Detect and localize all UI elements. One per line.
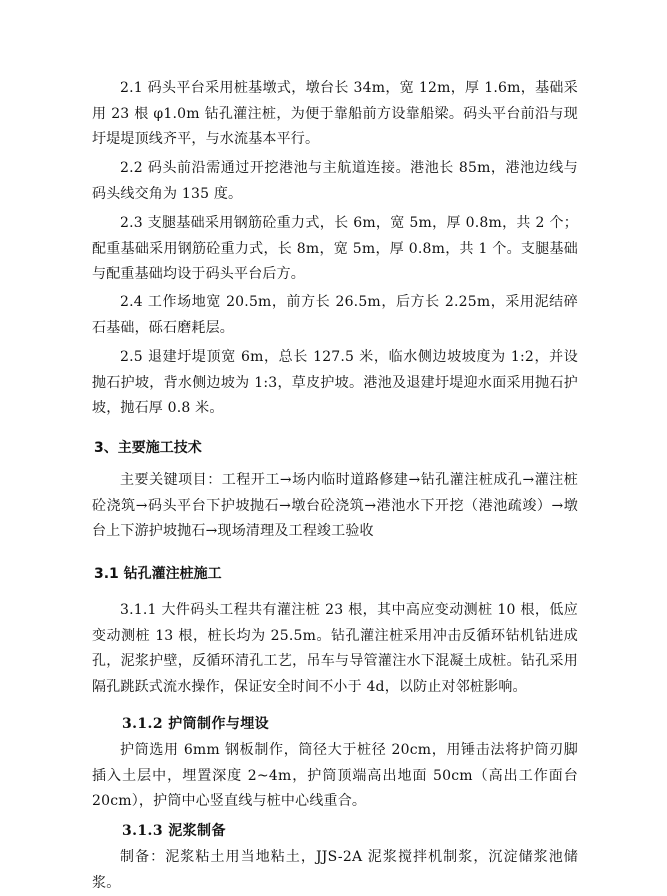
- paragraph-2-1: 2.1 码头平台采用桩基墩式，墩台长 34m，宽 12m，厚 1.6m，基础采用 23 根 φ1.0m 钻孔灌注桩，为便于靠船前方设靠船梁。码头平台前沿与现圩堤堤顶线齐平，与水流基本平行。: [92, 80, 578, 148]
- section-heading-3-1: 3.1 钻孔灌注桩施工: [94, 566, 222, 582]
- paragraph-3-intro: 主要关键项目：工程开工→场内临时道路修建→钻孔灌注桩成孔→灌注桩砼浇筑→码头平台下护坡抛石→墩台砼浇筑→港池水下开挖（港池疏竣）→墩台上下游护坡抛石→现场清理及工程竣工验收: [92, 472, 578, 540]
- subheading-3-1-2: 3.1.2 护筒制作与埋设: [122, 716, 270, 732]
- section-heading-3: 3、主要施工技术: [94, 440, 202, 456]
- subheading-3-1-3: 3.1.3 泥浆制备: [122, 823, 226, 839]
- paragraph-3-1-1: 3.1.1 大件码头工程共有灌注桩 23 根，其中高应变动测桩 10 根，低应变动测桩 13 根，桩长均为 25.5m。钻孔灌注桩采用冲击反循环钻机钻进成孔，泥浆护壁，反循环清孔工艺，吊车与导管灌注水下混凝土成桩。钻孔采用隔孔跳跃式流水操作，保证安全时间不小于 4d，以防止对邻桩影响。: [92, 602, 578, 695]
- paragraph-3-1-3: 制备：泥浆粘土用当地粘土，JJS-2A 泥浆搅拌机制浆，沉淀储浆池储浆。: [92, 849, 578, 891]
- paragraph-2-2: 2.2 码头前沿需通过开挖港池与主航道连接。港池长 85m，港池边线与码头线交角为 135 度。: [92, 160, 578, 202]
- paragraph-2-5: 2.5 退建圩堤顶宽 6m，总长 127.5 米，临水侧边坡坡度为 1:2，并设抛石护坡，背水侧边坡为 1:3，草皮护坡。港池及退建圩堤迎水面采用抛石护坡，抛石厚 0.8 米。: [92, 349, 578, 417]
- paragraph-3-1-2: 护筒选用 6mm 钢板制作，筒径大于桩径 20cm，用锤击法将护筒刃脚插入土层中，埋置深度 2~4m，护筒顶端高出地面 50cm（高出工作面台 20cm），护筒中心竖直线与桩中心线重合。: [92, 742, 578, 810]
- paragraph-2-4: 2.4 工作场地宽 20.5m，前方长 26.5m，后方长 2.25m，采用泥结碎石基础，砾石磨耗层。: [92, 294, 578, 336]
- paragraph-2-3: 2.3 支腿基础采用钢筋砼重力式，长 6m，宽 5m，厚 0.8m，共 2 个；配重基础采用钢筋砼重力式，长 8m，宽 5m，厚 0.8m，共 1 个。支腿基础与配重基础均设于码头平台后方。: [92, 215, 578, 283]
